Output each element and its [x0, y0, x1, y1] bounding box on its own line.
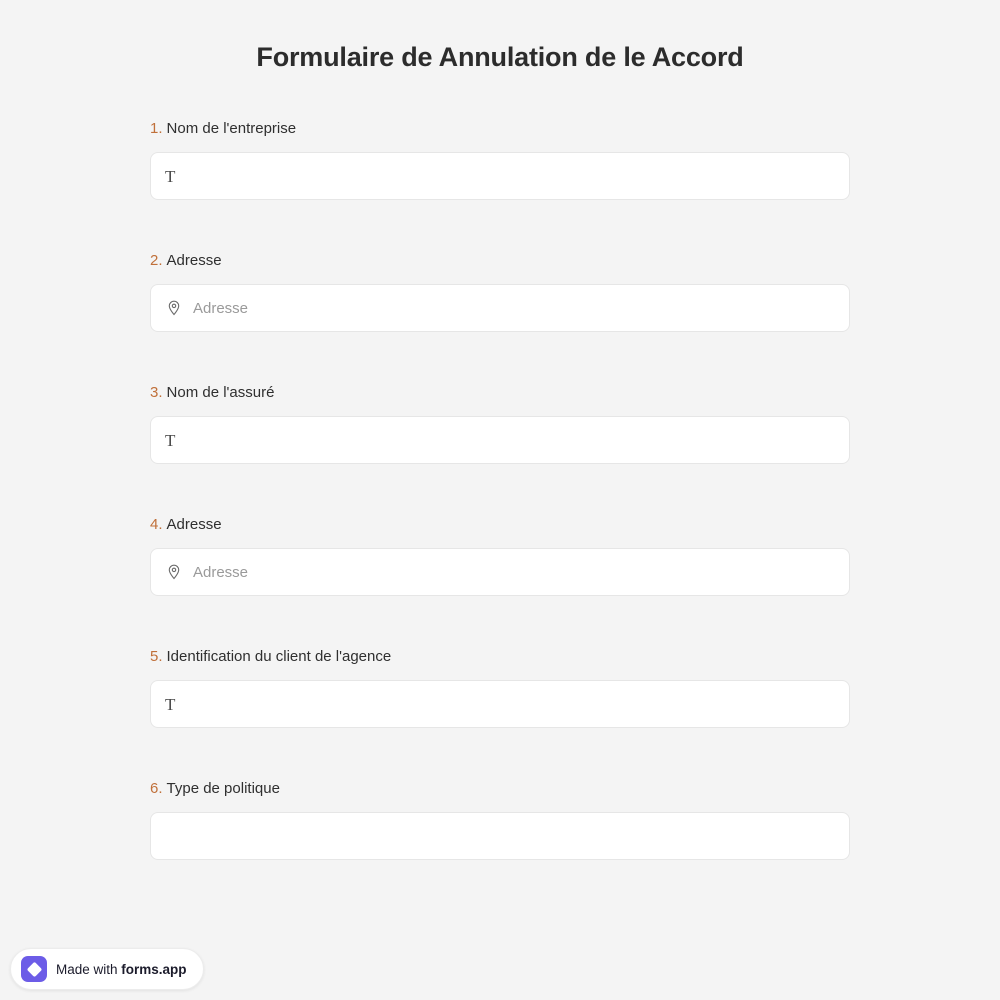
field-label-1: [150, 119, 850, 139]
text-icon: T: [165, 694, 176, 714]
field-label-text-2: Adresse: [166, 252, 222, 269]
field-input-box-4[interactable]: [150, 548, 850, 596]
field-index-6: 6.: [150, 780, 163, 797]
text-icon: T: [165, 430, 176, 450]
field-index-1: 1.: [150, 120, 163, 137]
form-fields: [150, 73, 850, 860]
field-index-3: 3.: [150, 384, 163, 401]
field-input-box-2[interactable]: [150, 284, 850, 332]
form-field-2: [150, 251, 850, 332]
form-field-5: [150, 647, 850, 728]
form-field-4: [150, 515, 850, 596]
field-input-box-6[interactable]: [150, 812, 850, 860]
field-label-2: [150, 251, 850, 271]
form-field-1: [150, 119, 850, 200]
location-pin-icon: [165, 299, 183, 317]
policy-type-input[interactable]: [165, 828, 835, 845]
field-index-2: 2.: [150, 252, 163, 269]
address-input-1[interactable]: [193, 300, 835, 317]
badge-brand: forms.app: [121, 961, 187, 977]
badge-prefix: Made with: [56, 961, 122, 977]
field-input-box-3[interactable]: [150, 416, 850, 464]
field-label-text-1: Nom de l'entreprise: [166, 120, 297, 137]
page-title: Formulaire de Annulation de le Accord: [256, 42, 744, 72]
location-pin-icon: [165, 563, 183, 581]
field-label-text-3: Nom de l'assuré: [166, 384, 275, 401]
field-label-6: [150, 779, 850, 799]
field-input-box-5[interactable]: [150, 680, 850, 728]
company-name-input[interactable]: [183, 168, 835, 185]
made-with-forms-badge[interactable]: [10, 948, 204, 990]
form-field-6: [150, 779, 850, 860]
field-index-4: 4.: [150, 516, 163, 533]
field-input-box-1[interactable]: [150, 152, 850, 200]
field-label-3: [150, 383, 850, 403]
formsapp-logo-icon: [21, 956, 47, 982]
badge-label: [56, 962, 187, 977]
agency-client-id-input[interactable]: [183, 696, 835, 713]
field-label-text-4: Adresse: [166, 516, 222, 533]
field-label-text-5: Identification du client de l'agence: [166, 648, 392, 665]
text-icon: T: [165, 166, 176, 186]
address-input-2[interactable]: [193, 564, 835, 581]
field-label-5: [150, 647, 850, 667]
field-index-5: 5.: [150, 648, 163, 665]
form-field-3: [150, 383, 850, 464]
field-label-4: [150, 515, 850, 535]
insured-name-input[interactable]: [183, 432, 835, 449]
field-label-text-6: Type de politique: [166, 780, 280, 797]
